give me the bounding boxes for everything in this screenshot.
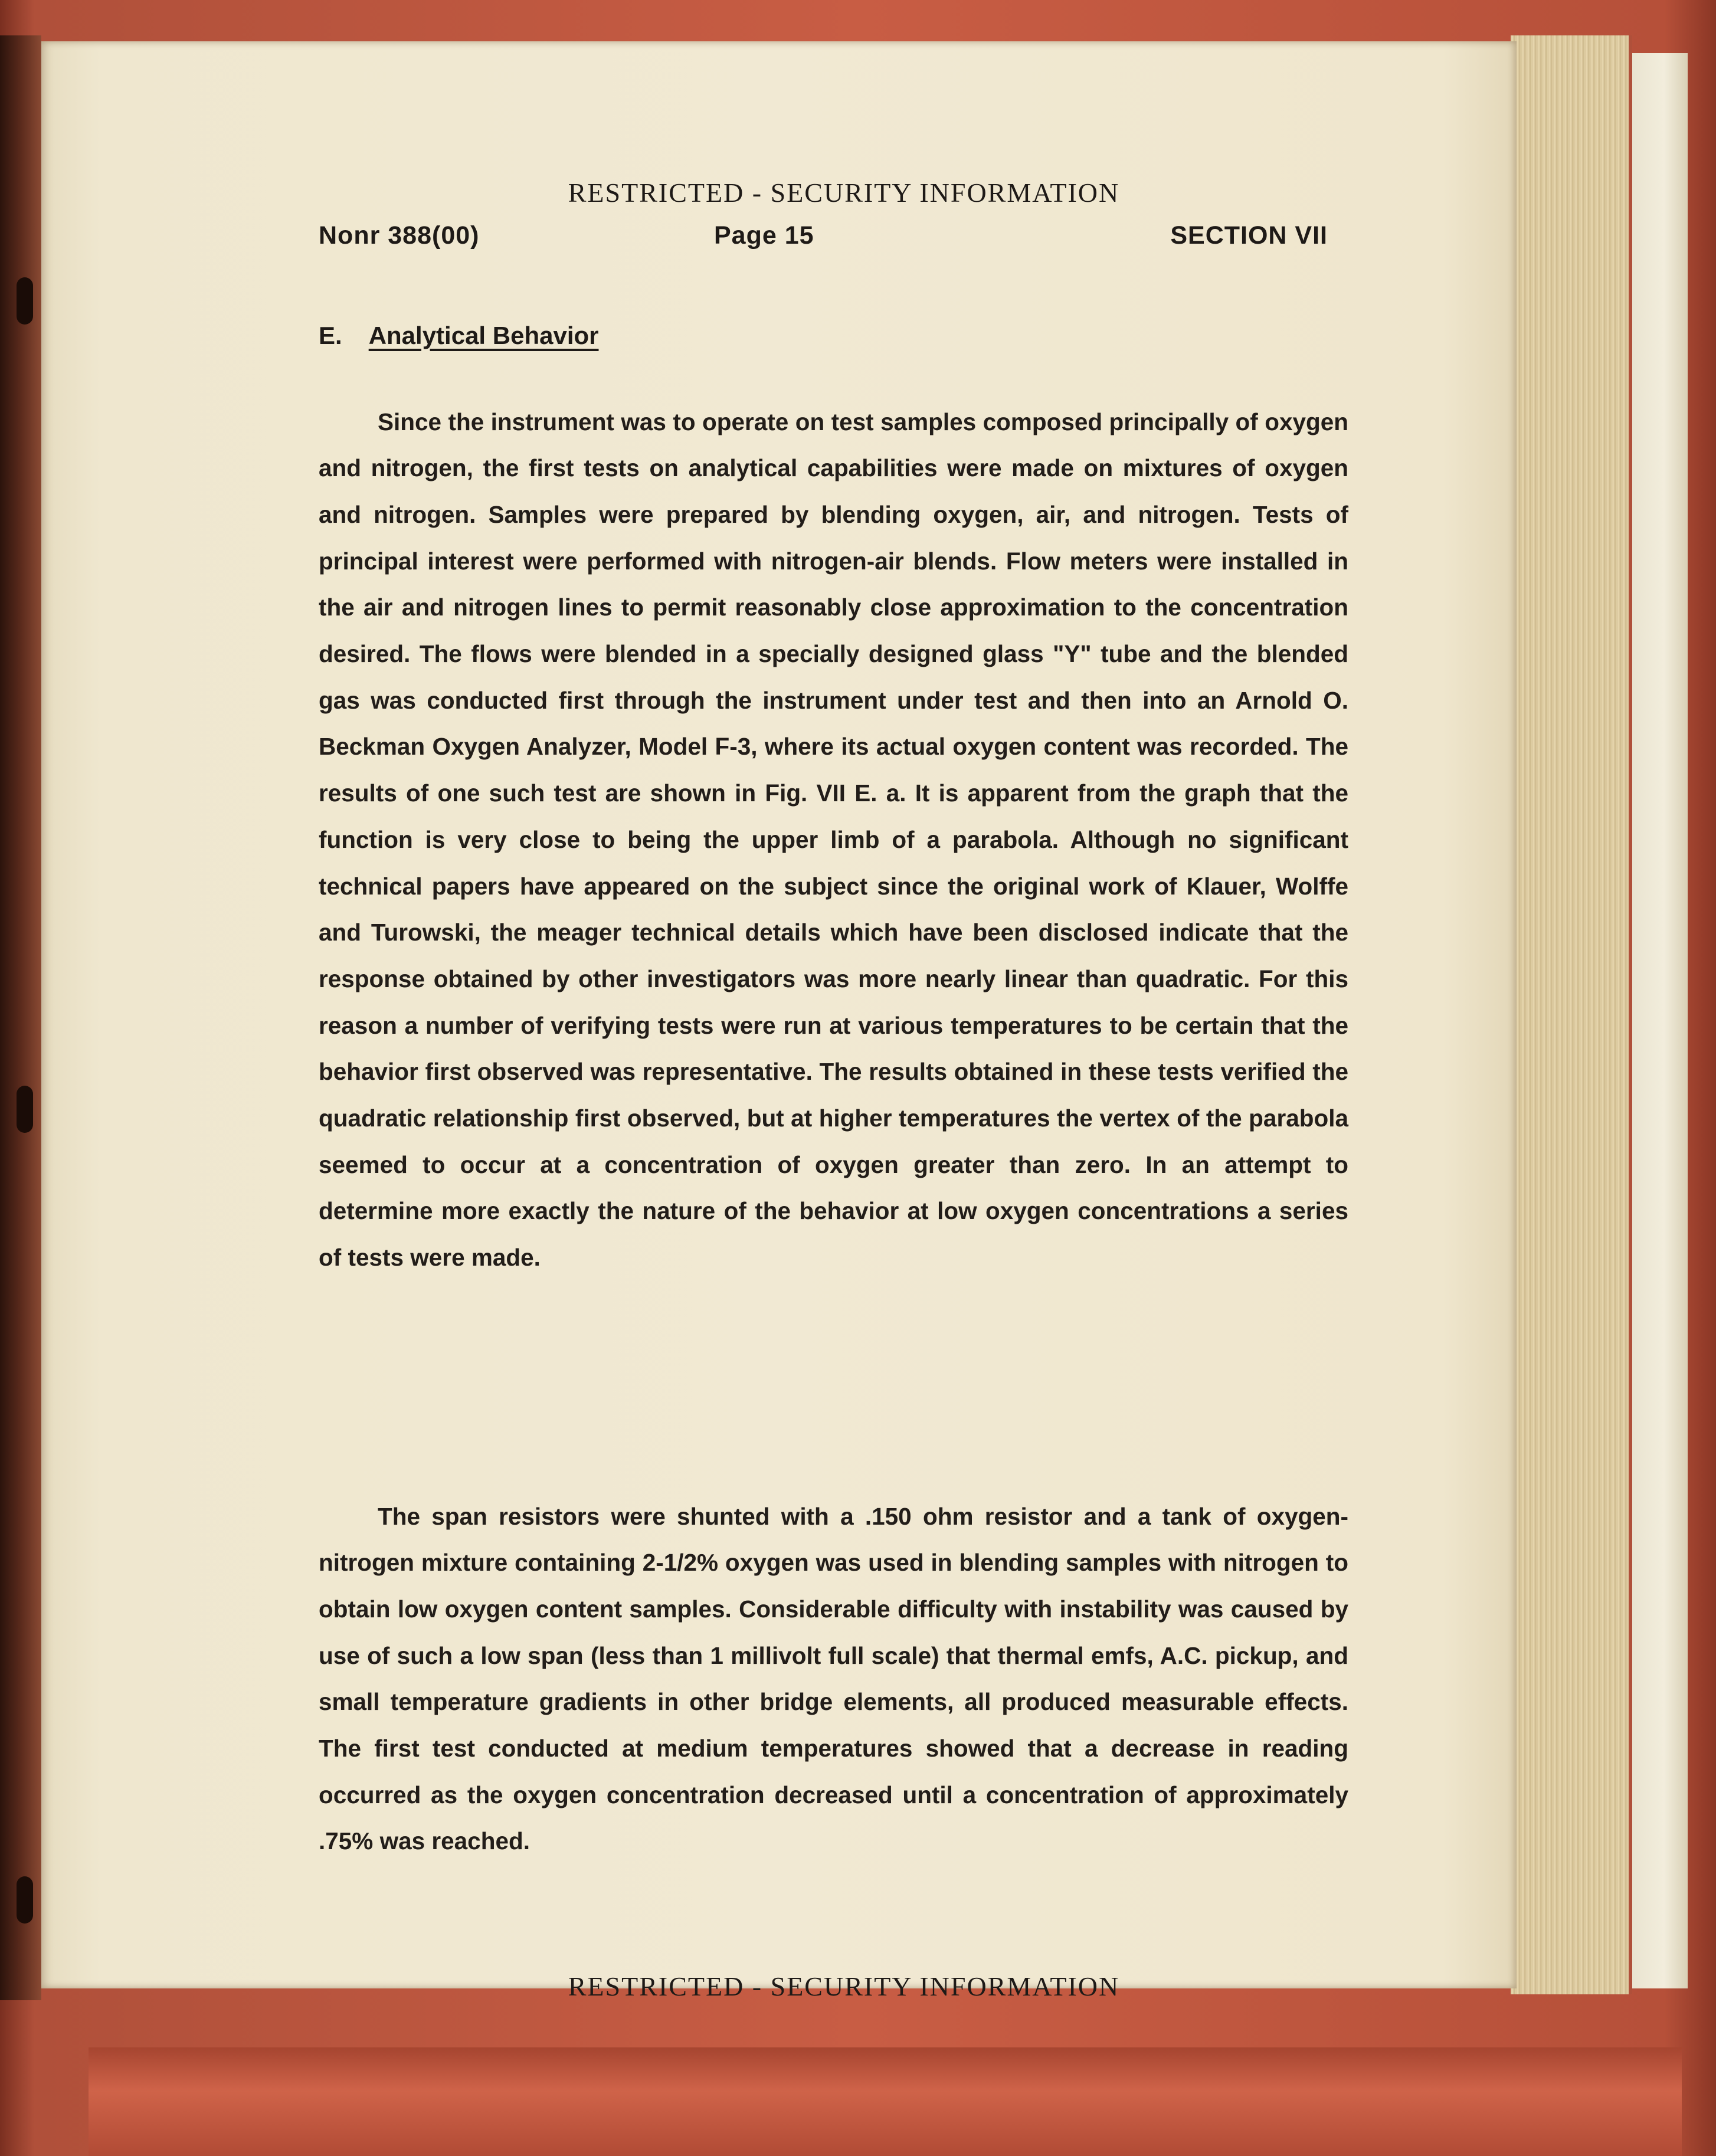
- binder-ring-hole: [17, 1086, 33, 1133]
- page-number: Page 15: [714, 221, 814, 250]
- classification-top: RESTRICTED - SECURITY INFORMATION: [568, 178, 1120, 208]
- body-paragraph: The span resistors were shunted with a .150 ohm resistor and a tank of oxygen-nitrogen mixture containing 2-1/2% oxygen was used in blending samples with nitrogen to obtain low oxygen content samples. Considerable difficulty with instability was caused by use of such a low span (less than 1 millivolt full scale) that thermal emfs, A.C. pickup, and small temperature gradients in other bridge elements, all produced measurable effects. The first test conducted at medium temperatures showed that a decrease in reading occurred as the oxygen concentration decreased until a concentration of approximately .75% was reached.: [319, 1502, 1348, 1855]
- section-letter: E.: [319, 322, 342, 349]
- document-page: [41, 41, 1517, 2001]
- binder-ring-hole: [17, 1876, 33, 1924]
- contract-number: Nonr 388(00): [319, 221, 480, 250]
- section-title: Analytical Behavior: [368, 322, 599, 349]
- page-header: [319, 221, 1328, 257]
- binder-ring-hole: [17, 277, 33, 325]
- binder-spine: [0, 35, 41, 2000]
- binder-bottom-edge: [89, 2047, 1682, 2156]
- page-stack-edge: [1511, 35, 1632, 1994]
- classification-bottom: RESTRICTED - SECURITY INFORMATION: [568, 1971, 1120, 2001]
- body-paragraph: Since the instrument was to operate on test samples composed principally of oxygen and nitrogen, the first tests on analytical capabilities were made on mixtures of oxygen and nitrogen. Samples were prepared by blending oxygen, air, and nitrogen. Tests of principal interest were performed with nitrogen-air blends. Flow meters were installed in the air and nitrogen lines to permit reasonably close approximation to the concentration desired. The flows were blended in a specially designed glass "Y" tube and the blended gas was conducted first through the instrument under test and then into an Arnold O. Beckman Oxygen Analyzer, Model F-3, where its actual oxygen content was recorded. The results of one such test are shown in Fig. VII E. a. It is apparent from the graph that the function is very close to being the upper limb of a parabola. Although no significant technical papers have appeared on the subject since the original work of Klauer, Wolffe and Turowski, the meager technical details which have been disclosed indicate that the response obtained by other investigators was more nearly linear than quadratic. For this reason a number of verifying tests were run at various temperatures to be certain that the behavior first observed was representative. The results obtained in these tests verified the quadratic relationship first observed, but at higher temperatures the vertex of the parabola seemed to occur at a concentration of oxygen greater than zero. In an attempt to determine more exactly the nature of the behavior at low oxygen concentrations a series of tests were made.: [319, 408, 1348, 1272]
- section-heading: [319, 322, 599, 350]
- binder-back-board: [1629, 53, 1688, 1988]
- section-label: SECTION VII: [1170, 221, 1328, 250]
